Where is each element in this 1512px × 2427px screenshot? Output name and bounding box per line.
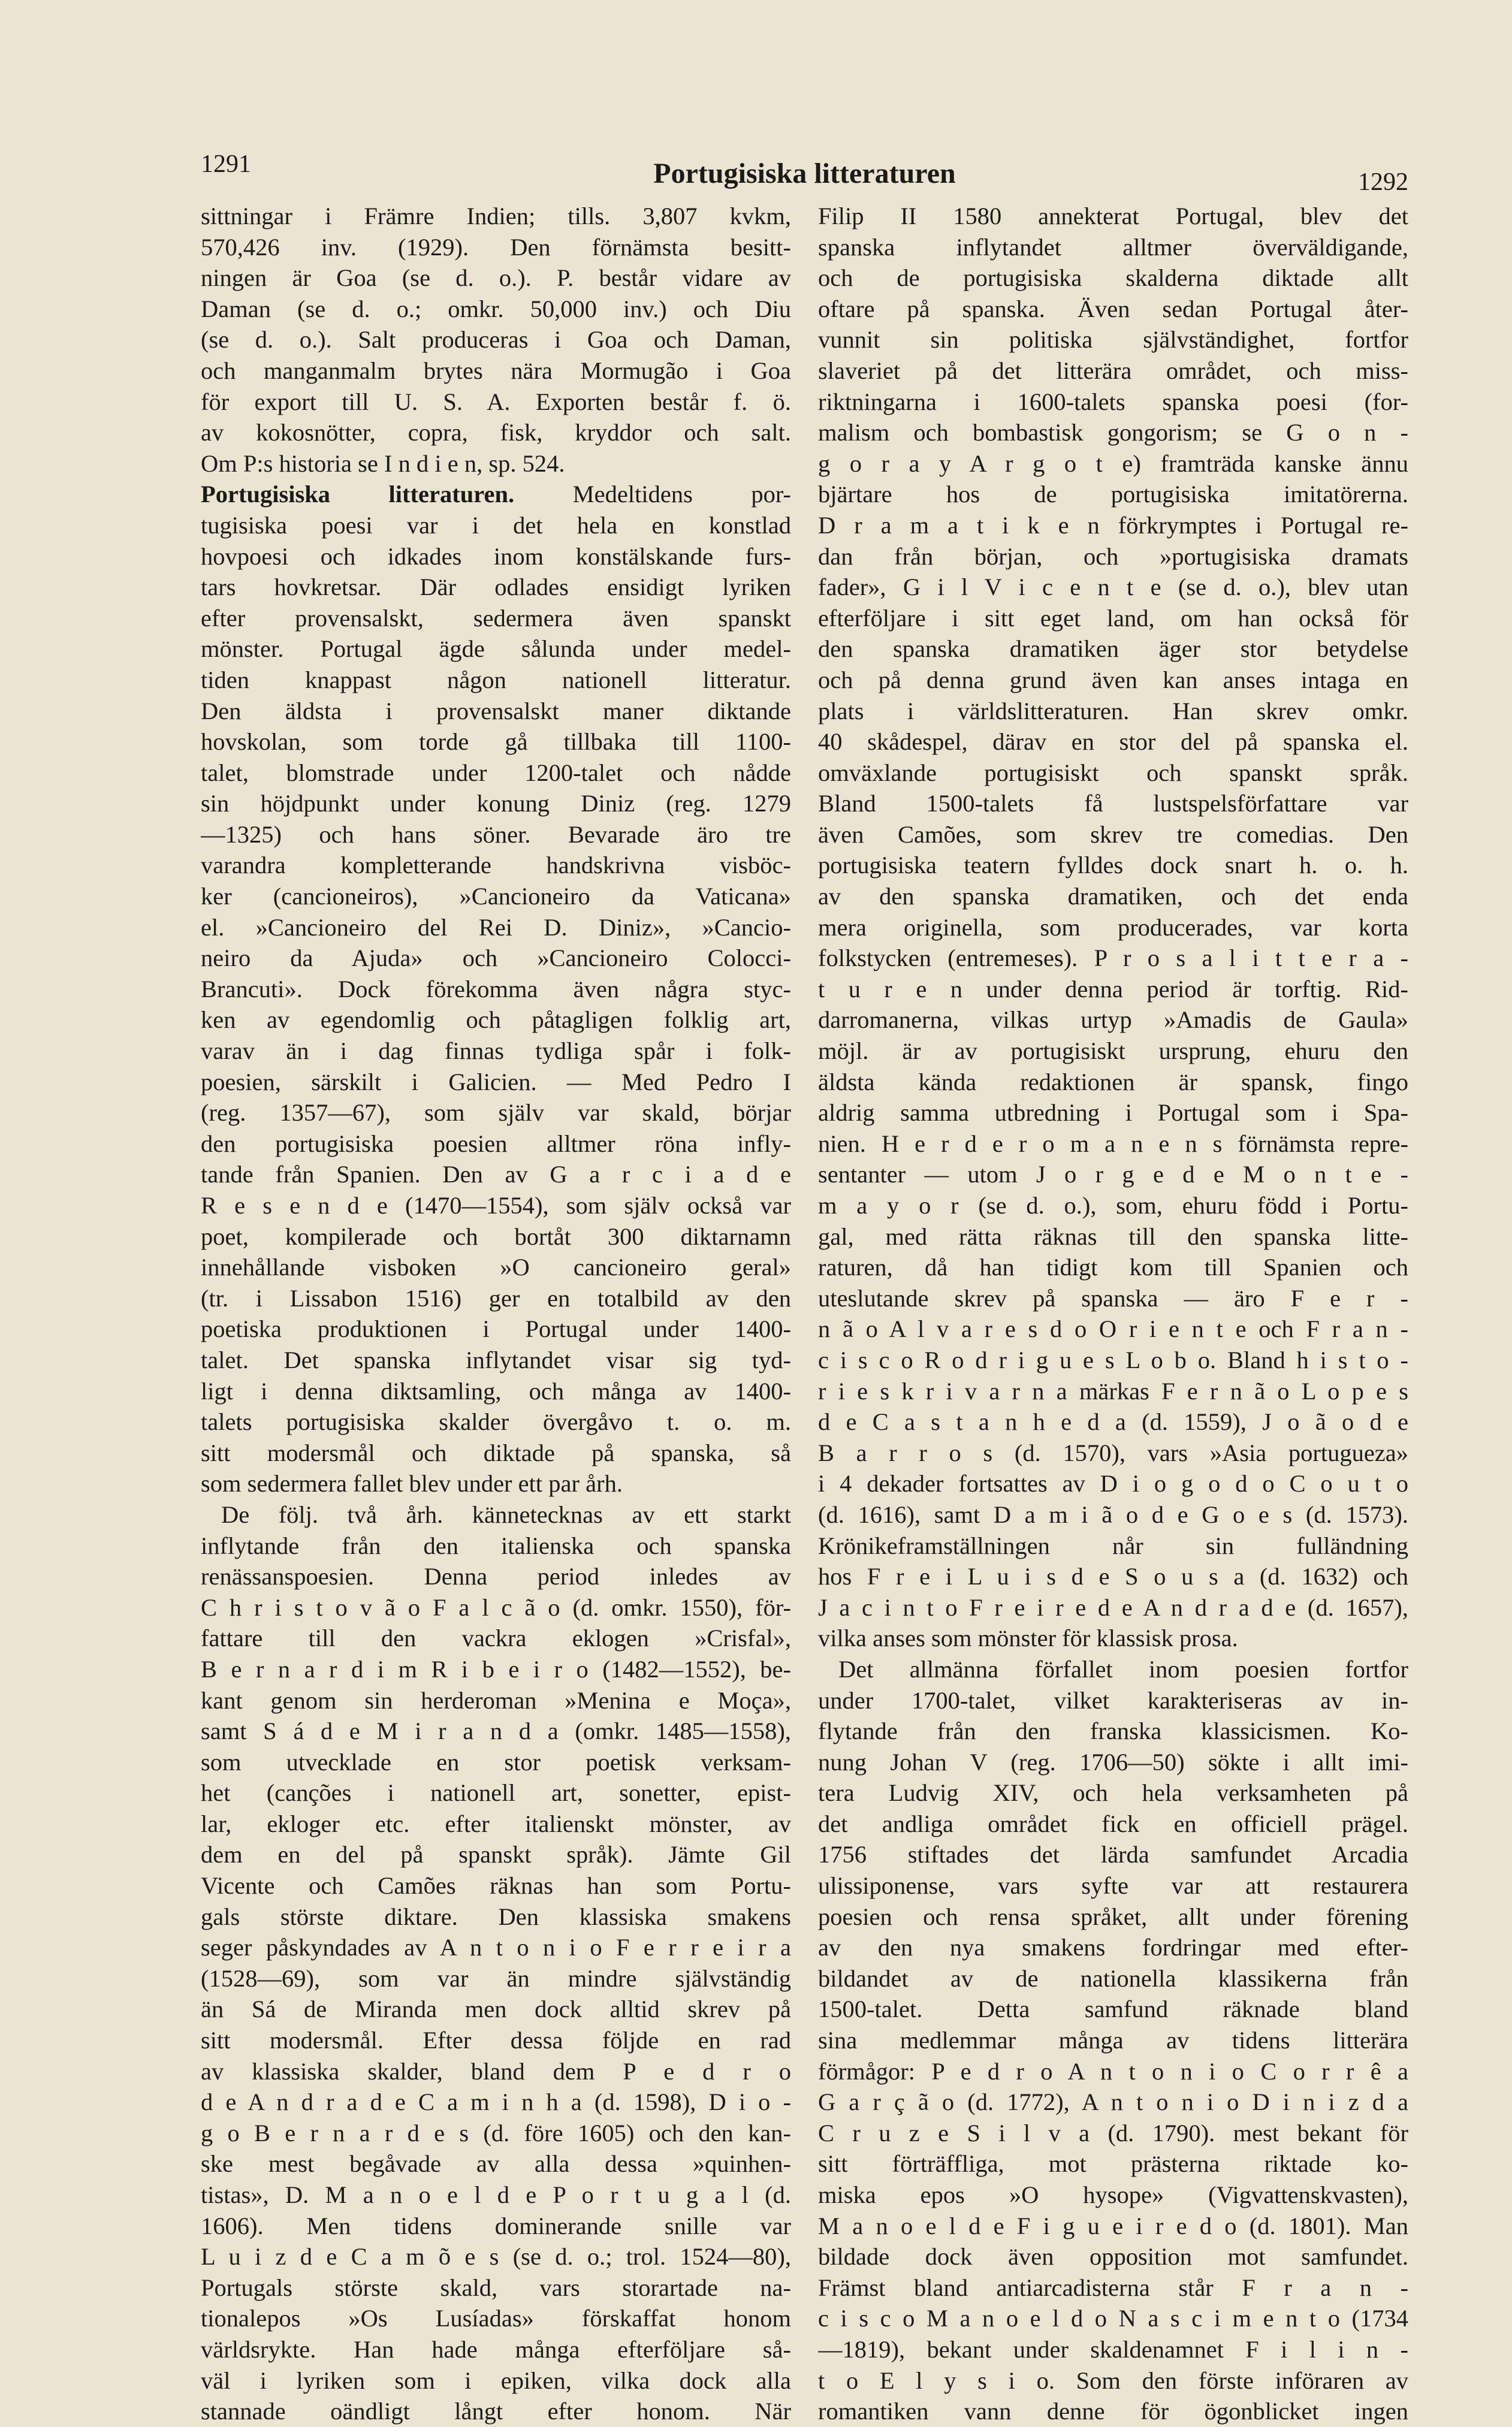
text-line: nien. H e r d e r o m a n e n s förnämsta repre- [818,1130,1408,1157]
text-line: spanska inflytandet alltmer överväldigande, [818,233,1408,261]
text-line: ningen är Goa (se d. o.). P. består vidare av [201,264,791,292]
text-line: tande från Spanien. Den av G a r c i a d e [201,1161,791,1188]
text-line: c i s c o R o d r i g u e s L o b o. Bland h i s t o - [818,1346,1408,1374]
text-line: Filip II 1580 annekterat Portugal, blev det [818,203,1408,230]
text-line: poet, kompilerade och bortåt 300 diktarnamn [201,1222,791,1250]
text-line: sin höjdpunkt under konung Diniz (reg. 1279 [201,790,791,817]
page-header [201,144,1408,198]
left-text-column [201,201,791,2427]
text-line: Portugisiska litteraturen. Medeltidens por- [201,481,791,508]
text-line: G a r ç ã o (d. 1772), A n t o n i o D i n i z d a [818,2088,1408,2116]
text-line: 1606). Men tidens dominerande snille var [201,2212,791,2239]
text-line: hovpoesi och idkades inom konstälskande furs- [201,542,791,570]
text-line: talet, blomstrade under 1200-talet och nådde [201,759,791,786]
text-line: och manganmalm brytes nära Mormugão i Goa [201,357,791,384]
text-line: aldrig samma utbredning i Portugal som i Spa- [818,1099,1408,1127]
text-line: av den spanska dramatiken, och det enda [818,883,1408,910]
text-line: 1756 stiftades det lärda samfundet Arcadia [818,1841,1408,1868]
text-line: het (canções i nationell art, sonetter, epist- [201,1779,791,1807]
text-line: L u i z d e C a m õ e s (se d. o.; trol. 1524—80), [201,2243,791,2271]
text-line: äldsta kända redaktionen är spansk, fingo [818,1068,1408,1095]
text-line: väl i lyriken som i epiken, vilka dock alla [201,2366,791,2394]
text-line: samt S á d e M i r a n d a (omkr. 1485—1558), [201,1717,791,1745]
text-line: inflytande från den italienska och spanska [201,1532,791,1559]
text-line: (d. 1616), samt D a m i ã o d e G o e s (d. 1573). [818,1501,1408,1528]
text-line: B a r r o s (d. 1570), vars »Asia portugueza» [818,1439,1408,1466]
text-line: dem en del på spanskt språk). Jämte Gil [201,1841,791,1868]
page-number-left: 1291 [201,150,251,178]
text-line: under 1700-talet, vilket karakteriseras av in- [818,1686,1408,1714]
text-line: (reg. 1357—67), som själv var skald, börjar [201,1099,791,1127]
text-line: Bland 1500-talets få lustspelsförfattare var [818,790,1408,817]
text-line: ske mest begåvade av alla dessa »quinhen- [201,2150,791,2178]
text-line: dan från början, och »portugisiska dramats [818,542,1408,570]
text-line: neiro da Ajuda» och »Cancioneiro Colocci- [201,944,791,972]
text-line: g o B e r n a r d e s (d. före 1605) och den kan- [201,2119,791,2147]
text-line: flytande från den franska klassicismen. Ko- [818,1717,1408,1745]
text-line: av klassiska skalder, bland dem P e d r o [201,2057,791,2085]
text-line: tera Ludvig XIV, och hela verksamheten på [818,1779,1408,1807]
text-line: De följ. två årh. kännetecknas av ett starkt [221,1501,791,1528]
text-line: romantiken vann denne för ögonblicket ingen [818,2398,1408,2425]
text-line: Brancuti». Dock förekomma även några styc- [201,975,791,1003]
text-line: —1325) och hans söner. Bevarade äro tre [201,820,791,848]
text-line: mönster. Portugal ägde sålunda under medel- [201,635,791,663]
text-line: d e A n d r a d e C a m i n h a (d. 1598), D i o - [201,2088,791,2116]
text-line: Om P:s historia se I n d i e n, sp. 524. [201,449,565,477]
text-line: världsrykte. Han hade många efterföljare så- [201,2335,791,2363]
text-line: bjärtare hos de portugisiska imitatörerna. [818,481,1408,508]
text-line: tars hovkretsar. Där odlades ensidigt lyriken [201,573,791,601]
text-line: för export till U. S. A. Exporten består f. ö. [201,388,791,415]
text-line: som sedermera fallet blev under ett par årh. [201,1470,623,1498]
text-line: bildade dock även opposition mot samfundet. [818,2243,1408,2271]
text-line: vilka anses som mönster för klassisk prosa. [818,1625,1238,1652]
text-line: varandra kompletterande handskrivna visböc- [201,852,791,879]
text-line: den portugisiska poesien alltmer röna infly- [201,1130,791,1157]
text-line: c i s c o M a n o e l d o N a s c i m e n t o (1734 [818,2305,1408,2332]
text-line: stannade oändligt långt efter honom. När [201,2398,791,2425]
text-line: varav än i dag finnas tydliga spår i folk- [201,1037,791,1065]
text-line: lar, ekloger etc. efter italienskt mönster, av [201,1810,791,1837]
text-line: oftare på spanska. Även sedan Portugal åter- [818,295,1408,322]
text-line: poesien, särskilt i Galicien. — Med Pedro I [201,1068,791,1095]
text-line: poesien och rensa språket, allt under förening [818,1903,1408,1930]
text-line: Vicente och Camões räknas han som Portu- [201,1872,791,1900]
text-line: innehållande visboken »O cancioneiro geral» [201,1254,791,1281]
text-line: efter provensalskt, sedermera även spanskt [201,604,791,632]
text-line: talets portugisiska skalder övergåvo t. o. m. [201,1408,791,1436]
text-line: tiden knappast någon nationell litteratur. [201,666,791,693]
text-line: kant genom sin herderoman »Menina e Moça», [201,1686,791,1714]
text-line: hos F r e i L u i s d e S o u s a (d. 1632) och [818,1563,1408,1590]
text-line: ligt i denna diktsamling, och många av 1400- [201,1377,791,1405]
text-line: J a c i n t o F r e i r e d e A n d r a d e (d. 1657), [818,1593,1408,1621]
text-line: sina medlemmar många av tidens litterära [818,2027,1408,2054]
text-line: riktningarna i 1600-talets spanska poesi (for- [818,388,1408,415]
text-line: D r a m a t i k e n förkrymptes i Portugal re- [818,511,1408,539]
text-line: gals störste diktare. Den klassiska smakens [201,1903,791,1930]
text-line: uteslutande skrev på spanska — äro F e r - [818,1284,1408,1312]
text-line: darromanerna, vilkas urtyp »Amadis de Gaula» [818,1006,1408,1034]
text-line: sittningar i Främre Indien; tills. 3,807 kvkm, [201,203,791,230]
text-line: d e C a s t a n h e d a (d. 1559), J o ã o d e [818,1408,1408,1436]
text-line: 570,426 inv. (1929). Den förnämsta besitt- [201,233,791,261]
text-line: efterföljare i sitt eget land, om han också för [818,604,1408,632]
text-line: och de portugisiska skalderna diktade allt [818,264,1408,292]
text-line: r i e s k r i v a r n a märkas F e r n ã o L o p e s [818,1377,1408,1405]
text-line: poetiska produktionen i Portugal under 1400- [201,1315,791,1343]
text-line: (tr. i Lissabon 1516) ger en totalbild av den [201,1284,791,1312]
text-line: B e r n a r d i m R i b e i r o (1482—1552), be- [201,1655,791,1683]
text-line: än Sá de Miranda men dock alltid skrev på [201,1996,791,2023]
text-line: m a y o r (se d. o.), som, ehuru född i Portu- [818,1192,1408,1219]
text-line: mera originella, som producerades, var korta [818,913,1408,941]
text-line: även Camões, som skrev tre comedias. Den [818,820,1408,848]
page-number-right: 1292 [1358,168,1408,196]
text-line: Främst bland antiarcadisterna står F r a n - [818,2274,1408,2301]
right-text-column [818,201,1408,2427]
text-line: Portugals störste skald, vars storartade na- [201,2274,791,2301]
text-line: hovskolan, som torde gå tillbaka till 1100- [201,728,791,756]
text-line: sitt förträffliga, mot prästerna riktade ko- [818,2150,1408,2178]
text-line: raturen, då han tidigt kom till Spanien och [818,1254,1408,1281]
text-line: n ã o A l v a r e s d o O r i e n t e och F r a n - [818,1315,1408,1343]
text-line: tistas», D. M a n o e l d e P o r t u g a l (d. [201,2181,791,2208]
text-line: M a n o e l d e F i g u e i r e d o (d. 1801). Man [818,2212,1408,2239]
text-line: Daman (se d. o.; omkr. 50,000 inv.) och Diu [201,295,791,322]
text-line: R e s e n d e (1470—1554), som själv också var [201,1192,791,1219]
text-line: miska epos »O hysope» (Vigvattenskvasten), [818,2181,1408,2208]
running-title: Portugisiska litteraturen [653,158,956,189]
text-line: g o r a y A r g o t e) framträda kanske ännu [818,449,1408,477]
text-line: (se d. o.). Salt produceras i Goa och Daman, [201,326,791,354]
text-line: t u r e n under denna period är torftig. Rid- [818,975,1408,1003]
text-line: slaveriet på det litterära området, och miss- [818,357,1408,384]
text-line: av kokosnötter, copra, fisk, kryddor och salt. [201,419,791,446]
text-line: C r u z e S i l v a (d. 1790). mest bekant för [818,2119,1408,2147]
text-line: i 4 dekader fortsattes av D i o g o d o C o u t o [818,1470,1408,1498]
text-line: fader», G i l V i c e n t e (se d. o.), blev utan [818,573,1408,601]
text-line: tugisiska poesi var i det hela en konstlad [201,511,791,539]
text-line: vunnit sin politiska självständighet, fortfor [818,326,1408,354]
text-line: Den äldsta i provensalskt maner diktande [201,697,791,725]
text-line: C h r i s t o v ã o F a l c ã o (d. omkr. 1550), för- [201,1593,791,1621]
text-line: 1500-talet. Detta samfund räknade bland [818,1996,1408,2023]
text-line: tionalepos »Os Lusíadas» förskaffat honom [201,2305,791,2332]
text-line: den spanska dramatiken äger stor betydelse [818,635,1408,663]
text-line: sitt modersmål och diktade på spanska, så [201,1439,791,1466]
text-line: förmågor: P e d r o A n t o n i o C o r r ê a [818,2057,1408,2085]
text-line: Krönikeframställningen når sin fulländning [818,1532,1408,1559]
text-line: ker (cancioneiros), »Cancioneiro da Vaticana» [201,883,791,910]
text-line: sentanter — utom J o r g e d e M o n t e - [818,1161,1408,1188]
text-line: folkstycken (entremeses). P r o s a l i t t e r a - [818,944,1408,972]
text-line: talet. Det spanska inflytandet visar sig tyd- [201,1346,791,1374]
text-line: och på denna grund även kan anses intaga en [818,666,1408,693]
text-line: gal, med rätta räknas till den spanska litte- [818,1222,1408,1250]
text-line: Det allmänna förfallet inom poesien fortfor [838,1655,1408,1683]
text-line: —1819), bekant under skaldenamnet F i l i n - [818,2335,1408,2363]
text-line: fattare till den vackra eklogen »Crisfal», [201,1625,791,1652]
text-line: seger påskyndades av A n t o n i o F e r r e i r a [201,1934,791,1961]
text-line: malism och bombastisk gongorism; se G o n - [818,419,1408,446]
text-line: av den nya smakens fordringar med efter- [818,1934,1408,1961]
text-line: t o E l y s i o. Som den förste införaren av [818,2366,1408,2394]
text-line: som utvecklade en stor poetisk verksam- [201,1748,791,1776]
text-line: sitt modersmål. Efter dessa följde en rad [201,2027,791,2054]
text-line: portugisiska teatern fylldes dock snart h. o. h. [818,852,1408,879]
text-line: bildandet av de nationella klassikerna från [818,1964,1408,1992]
text-line: ulissiponense, vars syfte var att restaurera [818,1872,1408,1900]
text-line: omväxlande portugisiskt och spanskt språk. [818,759,1408,786]
text-line: 40 skådespel, därav en stor del på spanska el. [818,728,1408,756]
text-line: det andliga området fick en officiell prägel. [818,1810,1408,1837]
text-line: (1528—69), som var än mindre självständig [201,1964,791,1992]
text-line: ken av egendomlig och påtagligen folklig art, [201,1006,791,1034]
text-line: plats i världslitteraturen. Han skrev omkr. [818,697,1408,725]
text-line: nung Johan V (reg. 1706—50) sökte i allt imi- [818,1748,1408,1776]
text-line: el. »Cancioneiro del Rei D. Diniz», »Cancio- [201,913,791,941]
text-line: möjl. är av portugisiskt ursprung, ehuru den [818,1037,1408,1065]
text-line: renässanspoesien. Denna period inledes av [201,1563,791,1590]
